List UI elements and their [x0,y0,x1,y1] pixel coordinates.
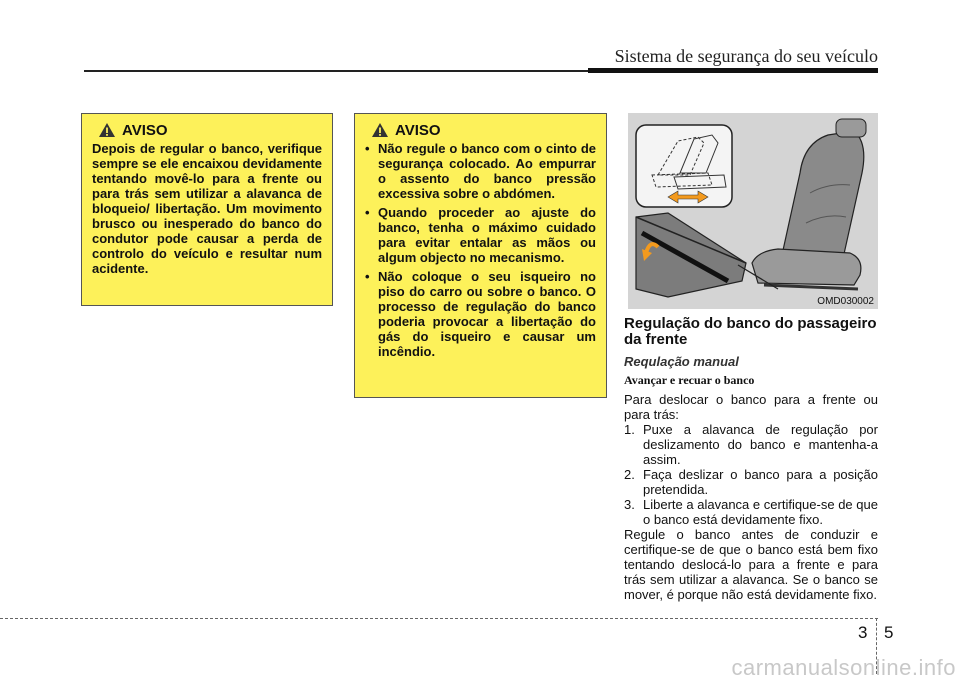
warning-triangle-icon [98,122,116,138]
step-text: Liberte a alavanca e certifique-se de que o banco está devidamente fixo. [643,497,878,527]
figure-code: OMD030002 [817,296,874,307]
chapter-number: 3 [858,623,868,642]
page-number: 5 [884,623,894,642]
step-text: Puxe a alavanca de regulação por deslizamento do banco e mantenha-a assim. [643,422,878,467]
warning-box-middle [354,113,607,398]
section-closing: Regule o banco antes de conduzir e certifique-se de que o banco está bem fixo tentando deslocá-lo para a frente e para trás sem utilizar a alavanca. Se o banco se mover, é porque não está devidamente fixo. [624,527,878,602]
seat-illustration [628,113,878,309]
footer-rule [0,618,878,619]
seat-adjustment-figure [628,113,878,309]
warning-header [98,122,322,138]
step-number: 1. [624,422,635,437]
header-title: Sistema de segurança do seu veículo [614,46,878,66]
warning-body: Depois de regular o banco, verifique sempre se ele encaixou devidamente tentando movê-lo para a frente ou para trás sem utilizar a alavanca de bloqueio/ libertação. Um movimento brusco ou inesperado do banco do condutor pode causar a perda de controlo do veículo e resultar num acidente. [92,141,322,276]
warning-item: • Não coloque o seu isqueiro no piso do carro ou sobre o banco. O processo de regulação do banco poderia provocar a libertação do gás do isqueiro e causar um incêndio. [365,269,596,359]
warning-item: • Não regule o banco com o cinto de segurança colocado. Ao empurrar o assento do banco pressão excessiva sobre o abdómen. [365,141,596,201]
section-subtitle: Requlação manual [624,354,739,369]
section-intro: Para deslocar o banco para a frente ou para trás: [624,392,878,422]
step-text: Faça deslizar o banco para a posição pretendida. [643,467,878,497]
section-subsubtitle: Avançar e recuar o banco [624,373,755,387]
warning-title: AVISO [122,121,168,139]
warning-list [365,141,596,359]
step-number: 3. [624,497,635,512]
watermark: carmanualsonline.info [731,655,956,680]
warning-title: AVISO [395,121,441,139]
step-number: 2. [624,467,635,482]
warning-item: • Quando proceder ao ajuste do banco, tenha o máximo cuidado para evitar entalar as mãos ou algum objecto no mecanismo. [365,205,596,265]
step-item [624,467,878,497]
seat-adjustment-section [624,316,878,602]
warning-box-left [81,113,333,306]
step-item [624,422,878,467]
steps-list [624,422,878,527]
warning-header [371,122,596,138]
section-title: Regulação do banco do passageiro da frente [624,315,877,348]
header-rule-accent [588,68,878,73]
step-item [624,497,878,527]
warning-triangle-icon [371,122,389,138]
